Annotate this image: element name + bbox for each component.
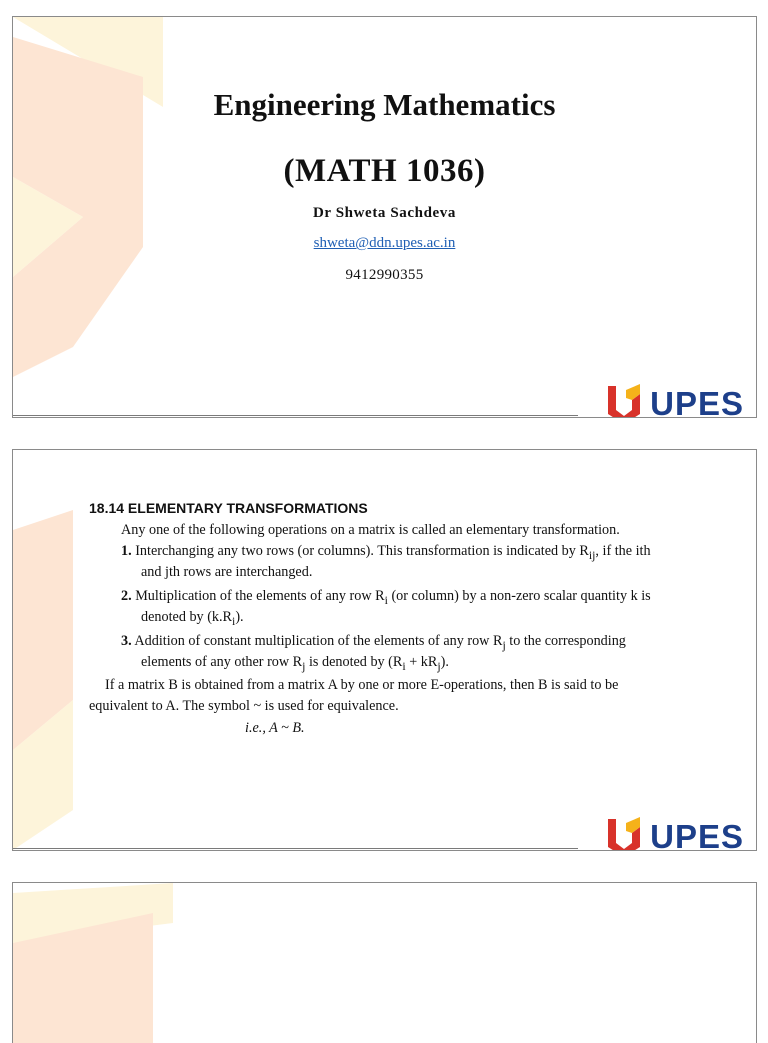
logo-text: UPES <box>650 818 744 851</box>
course-code: (MATH 1036) <box>283 153 486 189</box>
footer-rule <box>13 415 578 416</box>
phone-number: 9412990355 <box>345 267 424 283</box>
upes-logo <box>604 817 744 851</box>
email-link[interactable]: shweta@ddn.upes.ac.in <box>313 235 456 251</box>
presentation-title: Engineering Mathematics <box>213 87 556 122</box>
decorative-chevron-shape <box>13 883 213 1043</box>
intro-text: Any one of the following operations on a matrix is called an elementary transformation. <box>121 522 620 538</box>
equivalence-paragraph: If a matrix B is obtained from a matrix A by one or more E-operations, then B is said to be <box>105 677 619 693</box>
partial-slide <box>12 882 757 1043</box>
list-item-1-cont: and jth rows are interchanged. <box>141 564 313 580</box>
list-item-3: 3. Addition of constant multiplication of the elements of any row $R_j$ to the corresponding <box>121 633 626 652</box>
section-heading: 18.14 ELEMENTARY TRANSFORMATIONS <box>89 500 368 516</box>
footer-rule <box>13 848 578 849</box>
email-container <box>13 235 756 252</box>
elementary-transformations-text <box>77 494 717 736</box>
upes-mark-icon <box>604 384 644 418</box>
list-item-3-cont: elements of any other row $R_j$ is denoted by $(R_i + kR_j)$. <box>141 654 449 673</box>
upes-logo <box>604 384 744 418</box>
content-slide <box>12 449 757 851</box>
equivalence-paragraph-cont: equivalent to A. The symbol ~ is used for equivalence. <box>89 698 399 714</box>
list-item-2: 2. Multiplication of the elements of any row $R_i$ (or column) by a non-zero scalar quantity k is <box>121 588 651 607</box>
upes-mark-icon <box>604 817 644 851</box>
title-slide <box>12 16 757 418</box>
list-item-2-cont: denoted by $(k.R_i)$. <box>141 609 244 628</box>
list-item-1: 1. Interchanging any two rows (or columns). This transformation is indicated by $R_{ij}$, if the ith <box>121 543 651 562</box>
equivalence-example: i.e., A ~ B. <box>245 720 305 736</box>
author-name: Dr Shweta Sachdeva <box>312 205 457 221</box>
logo-text: UPES <box>650 385 744 418</box>
